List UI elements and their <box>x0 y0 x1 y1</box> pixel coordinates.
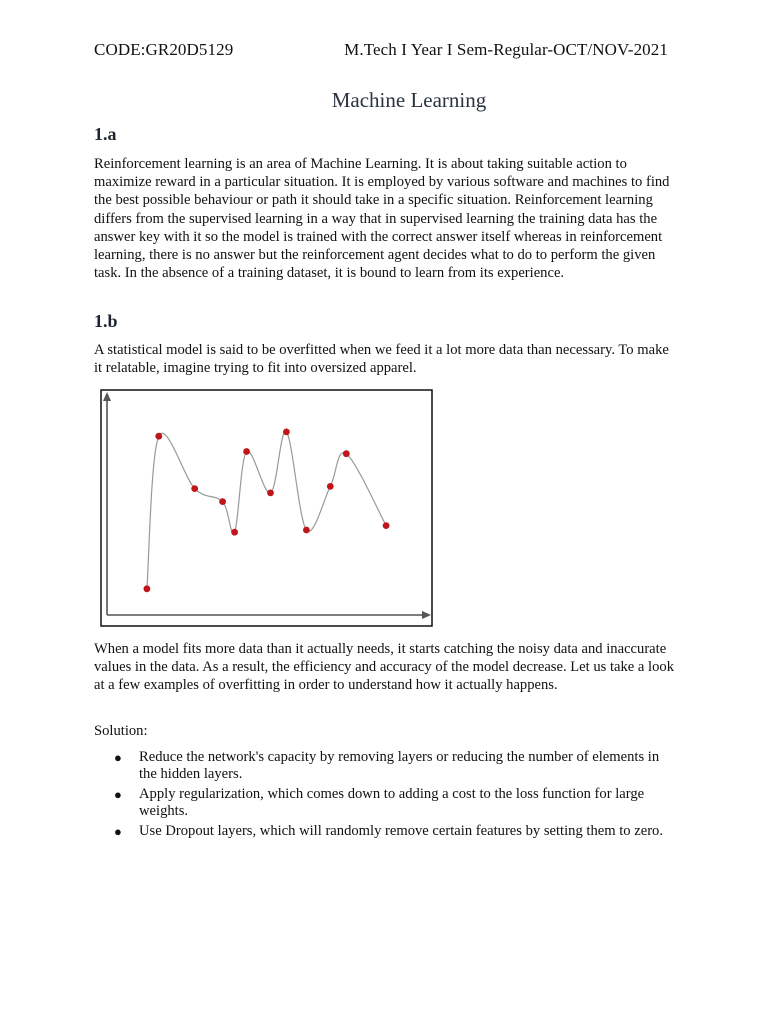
overfitting-chart-svg <box>100 389 434 627</box>
overfitting-chart <box>100 389 434 627</box>
section-1b-intro: A statistical model is said to be overfitted when we feed it a lot more data than necessary. To make it relatable, imagine trying to fit into oversized apparel. <box>94 342 669 377</box>
list-item-text: Apply regularization, which comes down to adding a cost to the loss function for large weights. <box>139 786 645 819</box>
data-point-5 <box>231 529 238 536</box>
section-1a-paragraph: Reinforcement learning is an area of Machine Learning. It is about taking suitable action to maximize reward in a particular situation. It is employed by various software and machines to find the best possible behaviour or path it should take in a specific situation. Reinforcement learning differs from the supervised learning in a way that in supervised learning the training data has the answer key with it so the model is trained with the correct answer itself whereas in reinforcement learning, there is no answer but the reinforcement agent decides what to do to perform the given task. In the absence of a training dataset, it is bound to learn from its experience. <box>94 156 670 282</box>
list-item-text: Use Dropout layers, which will randomly remove certain features by setting them to zero. <box>139 823 663 839</box>
bullet-icon: ● <box>114 750 122 765</box>
bullet-icon: ● <box>114 824 122 839</box>
data-point-7 <box>267 490 274 497</box>
data-point-11 <box>343 450 350 457</box>
list-item <box>94 823 674 840</box>
data-point-2 <box>155 433 162 440</box>
exam-session: M.Tech I Year I Sem-Regular-OCT/NOV-2021 <box>344 40 668 59</box>
data-point-12 <box>383 522 390 529</box>
data-point-4 <box>219 498 226 505</box>
data-point-9 <box>303 527 310 534</box>
page-title: Machine Learning <box>331 88 487 112</box>
data-point-10 <box>327 483 334 490</box>
list-item <box>94 749 674 783</box>
bullet-icon: ● <box>114 787 122 802</box>
list-item-text: Reduce the network's capacity by removing layers or reducing the number of elements in the hidden layers. <box>139 749 660 782</box>
data-point-3 <box>191 485 198 492</box>
data-point-6 <box>243 448 250 455</box>
exam-code: CODE:GR20D5129 <box>94 40 234 59</box>
section-heading-1a: 1.a <box>94 124 117 144</box>
solutions-list <box>94 749 674 843</box>
list-item <box>94 786 674 820</box>
solution-label: Solution: <box>94 723 148 739</box>
section-1b-explanation: When a model fits more data than it actually needs, it starts catching the noisy data and inaccurate values in the data. As a result, the efficiency and accuracy of the model decrease. Let us take a look at a few examples of overfitting in order to understand how it actually happens. <box>94 641 674 694</box>
data-point-8 <box>283 429 290 436</box>
data-point-1 <box>144 585 151 592</box>
section-heading-1b: 1.b <box>94 311 118 331</box>
document-header <box>94 40 668 60</box>
